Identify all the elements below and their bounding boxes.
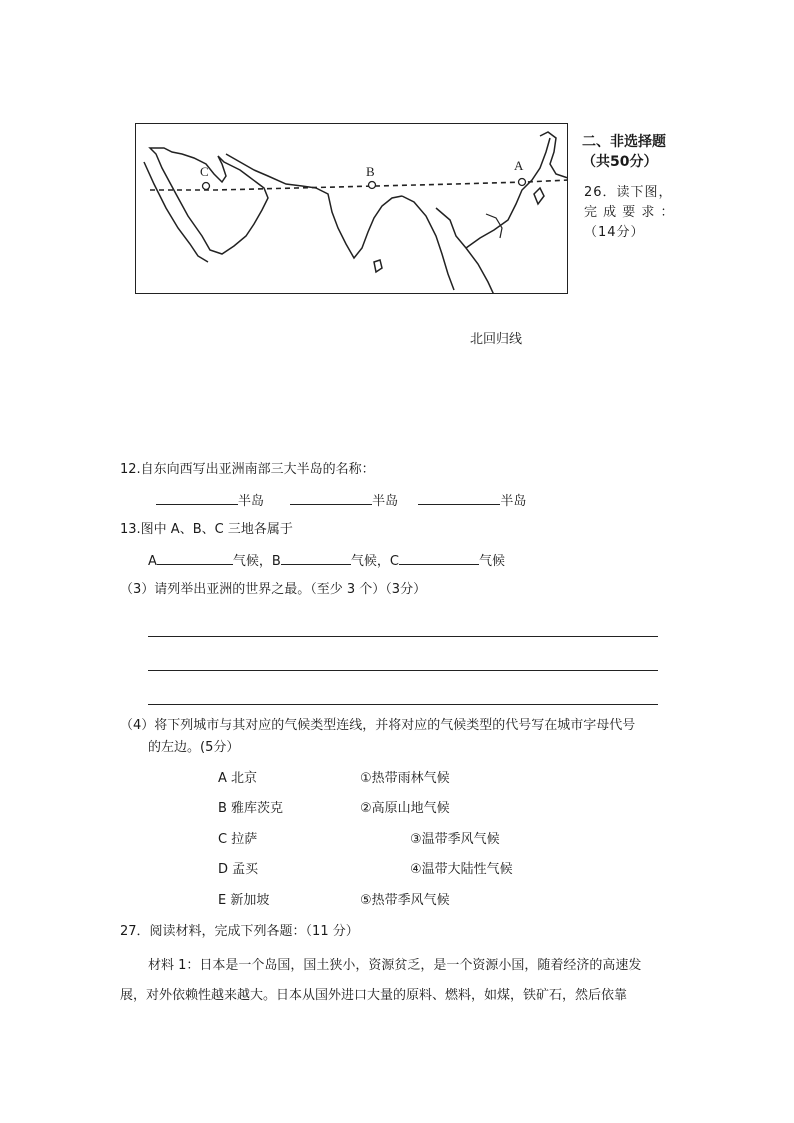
q13-blank-b[interactable]: [281, 550, 351, 565]
city-item: D 孟买: [218, 862, 259, 877]
answer-line-1[interactable]: [148, 636, 658, 637]
q12-suffix-1: 半岛: [238, 494, 265, 509]
map-drawing: [136, 124, 568, 294]
q27-prompt: 27．阅读材料，完成下列各题：（11 分）: [120, 924, 359, 939]
coastline-india: [316, 188, 402, 258]
island-taiwan: [534, 188, 544, 204]
q12-suffix-3: 半岛: [500, 494, 527, 509]
q13-blank-a[interactable]: [157, 550, 233, 565]
site-marker-c: [203, 183, 210, 190]
map-label-b: B: [366, 164, 375, 179]
q12-blank-2[interactable]: [290, 490, 372, 505]
q13-c-label: C: [389, 554, 399, 569]
q12-suffix-2: 半岛: [372, 494, 399, 509]
coastline-indochina: [402, 196, 494, 294]
coastline-china: [466, 138, 550, 248]
tropic-label: 北回归线: [470, 332, 523, 347]
q3-prompt: （3）请列举出亚洲的世界之最。（至少 3 个）（3分）: [120, 582, 427, 597]
asia-map: [135, 123, 568, 294]
q4-prompt-line2: 的左边。(5分）: [148, 740, 240, 755]
map-label-c: C: [200, 164, 209, 179]
climate-item: ①热带雨林气候: [360, 771, 450, 786]
section-heading: 二、非选择题: [582, 134, 666, 150]
q26-line3: （14分）: [584, 225, 645, 240]
q13-blank-c[interactable]: [399, 550, 479, 565]
q13-a-label: A: [148, 554, 157, 569]
q26-line1: 26．读下图，: [584, 185, 673, 200]
q13-c-suffix: 气候: [478, 554, 505, 569]
site-marker-a: [519, 179, 526, 186]
answer-line-2[interactable]: [148, 670, 658, 671]
q13-b-suffix: 气候，: [350, 554, 390, 569]
coastline-west: [150, 148, 268, 254]
material-line-1: 材料 1：日本是一个岛国，国土狭小，资源贫乏，是一个资源小国，随着经济的高速发: [148, 958, 642, 973]
island-srilanka: [374, 260, 382, 272]
q12-blank-1[interactable]: [156, 490, 238, 505]
answer-line-3[interactable]: [148, 704, 658, 705]
q13-b-label: B: [271, 554, 281, 569]
map-label-a: A: [514, 158, 524, 173]
q26-line2: 完 成 要 求 ：: [584, 205, 675, 220]
section-points: （共50分）: [582, 154, 658, 170]
city-item: C 拉萨: [218, 832, 258, 847]
city-item: B 雅库茨克: [218, 801, 284, 816]
site-marker-b: [369, 182, 376, 189]
q13-a-suffix: 气候，: [232, 554, 272, 569]
q12-prompt: 12.自东向西写出亚洲南部三大半岛的名称：: [120, 462, 375, 477]
climate-item: ④温带大陆性气候: [410, 862, 513, 877]
coastline-east-africa: [144, 162, 208, 262]
city-item: A 北京: [218, 771, 258, 786]
q12-blank-3[interactable]: [418, 490, 500, 505]
q13-answers: [148, 550, 505, 572]
city-item: E 新加坡: [218, 893, 270, 908]
q13-prompt: 13.图中 A、B、C 三地各属于: [120, 522, 293, 537]
tropic-of-cancer-line: [150, 180, 568, 190]
climate-item: ⑤热带季风气候: [360, 893, 450, 908]
q4-prompt-line1: （4）将下列城市与其对应的气候类型连线，并将对应的气候类型的代号写在城市字母代号: [120, 718, 636, 733]
q12-answers: [156, 490, 526, 512]
material-line-2: 展，对外依赖性越来越大。日本从国外进口大量的原料、燃料，如煤，铁矿石，然后依靠: [120, 988, 628, 1003]
climate-item: ②高原山地气候: [360, 801, 450, 816]
climate-item: ③温带季风气候: [410, 832, 500, 847]
coastline-gulf: [226, 154, 316, 188]
